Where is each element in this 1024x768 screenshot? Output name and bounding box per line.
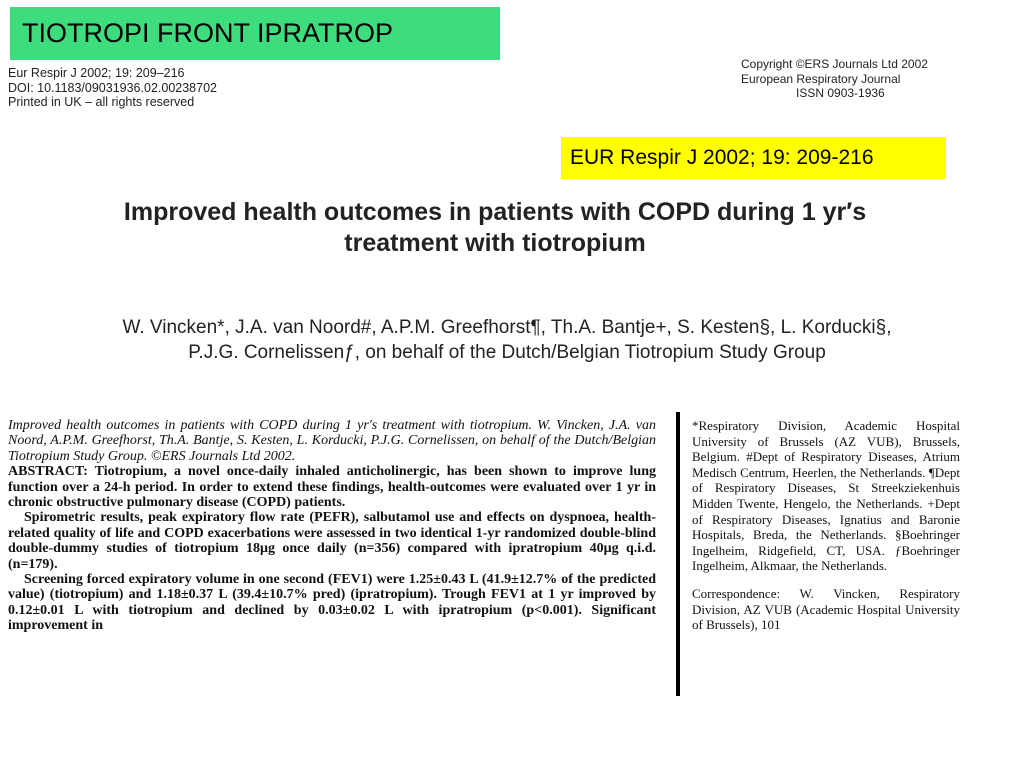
- reference-label: EUR Respir J 2002; 19: 209-216: [561, 137, 946, 179]
- slide-title: TIOTROPI FRONT IPRATROP: [10, 7, 500, 60]
- journal-citation: [8, 66, 217, 110]
- abstract-text: Tiotropium, a novel once-daily inhaled anticholinergic, has been shown to improve lung function over a 24-h period. In order to extend these findings, health-outcomes were evaluated over 1 yr in chronic obstructive pulmonary disease (COPD) patients.: [8, 464, 656, 511]
- copyright-line: Copyright ©ERS Journals Ltd 2002: [741, 57, 928, 71]
- abstract-paragraph: [8, 464, 656, 510]
- abstract-paragraph: Spirometric results, peak expiratory flow rate (PEFR), salbutamol use and effects on dyspnoea, health-related quality of life and COPD exacerbations were assessed in two identical 1-yr randomized double-blind double-dummy studies of tiotropium 18μg once daily (n=356) compared with ipratropium 40μg q.i.d. (n=179).: [8, 510, 656, 572]
- affiliations-text: *Respiratory Division, Academic Hospital University of Brussels (AZ VUB), Brussels, Belgium. #Dept of Respiratory Diseases, Atrium Medisch Centrum, Heerlen, the Netherlands. ¶Dept of Respiratory Diseases, St Streekziekenhuis Midden Twente, Hengelo, the Netherlands. +Dept of Respiratory Diseases, Ignatius and Baronie Hospitals, Breda, the Netherlands. §Boehringer Ingelheim, Ridgefield, CT, USA. ƒBoehringer Ingelheim, Alkmaar, the Netherlands.: [692, 418, 960, 574]
- abstract-column: [8, 418, 656, 696]
- author-list: [32, 315, 982, 365]
- citation-line: DOI: 10.1183/09031936.02.00238702: [8, 80, 217, 95]
- citation-line: Printed in UK – all rights reserved: [8, 95, 195, 109]
- abstract-heading: ABSTRACT:: [8, 464, 88, 480]
- paper-title: [30, 197, 960, 259]
- abstract-citation: Improved health outcomes in patients with COPD during 1 yr's treatment with tiotropium. W. Vincken, J.A. van Noord, A.P.M. Greefhorst, Th.A. Bantje, S. Kesten, L. Korducki, P.J.G. Cornelissen, on behalf of the Dutch/Belgian Tiotropium Study Group. ©ERS Journals Ltd 2002.: [8, 418, 656, 464]
- copyright-block: [741, 57, 966, 101]
- paper-title-line: Improved health outcomes in patients with COPD during 1 yr′s: [123, 198, 867, 226]
- citation-line: Eur Respir J 2002; 19: 209–216: [8, 66, 185, 80]
- copyright-line: European Respiratory Journal: [741, 71, 901, 86]
- paper-title-line: treatment with tiotropium: [344, 229, 646, 257]
- correspondence-text: Correspondence: W. Vincken, Respiratory Division, AZ VUB (Academic Hospital University of Brussels), 101: [692, 585, 960, 633]
- affiliations-column: [692, 418, 960, 696]
- column-divider: [676, 412, 680, 696]
- author-line: P.J.G. Cornelissenƒ, on behalf of the Dutch/Belgian Tiotropium Study Group: [188, 342, 826, 363]
- abstract-paragraph: Screening forced expiratory volume in one second (FEV1) were 1.25±0.43 L (41.9±12.7% of the predicted value) (tiotropium) and 1.18±0.37 L (39.4±10.7% pred) (ipratropium). Trough FEV1 at 1 yr improved by 0.12±0.01 L with tiotropium and declined by 0.03±0.02 L with ipratropium (p<0.001). Significant improvement in: [8, 572, 656, 634]
- copyright-line: ISSN 0903-1936: [796, 86, 885, 100]
- author-line: W. Vincken*, J.A. van Noord#, A.P.M. Greefhorst¶, Th.A. Bantje+, S. Kesten§, L. Korducki§,: [122, 317, 892, 338]
